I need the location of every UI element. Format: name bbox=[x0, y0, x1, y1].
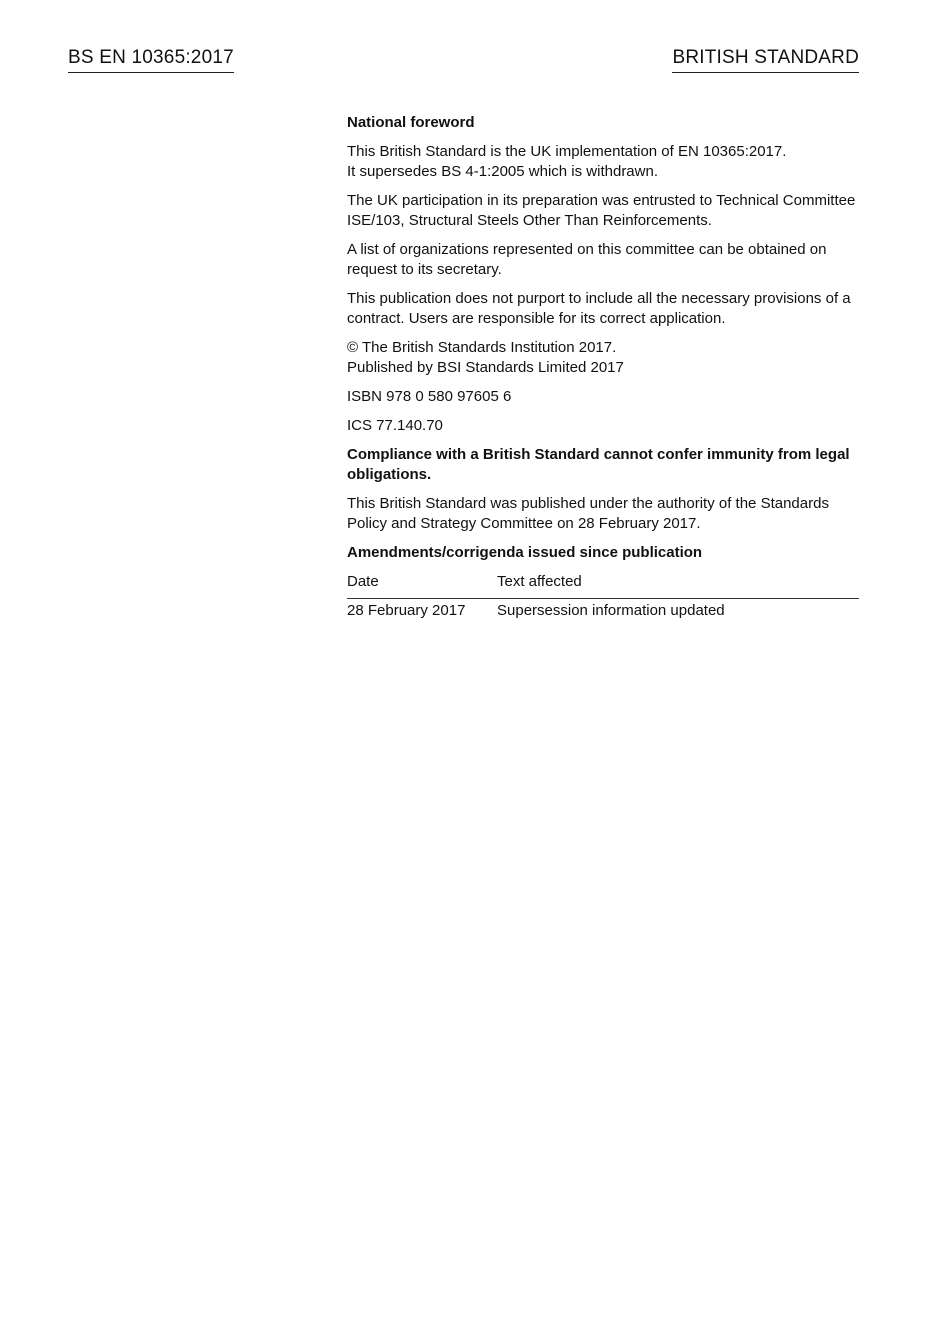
copyright-paragraph bbox=[347, 338, 859, 378]
implementation-line-1: This British Standard is the UK implementation of EN 10365:2017. bbox=[347, 143, 787, 160]
copyright-line-2: Published by BSI Standards Limited 2017 bbox=[347, 359, 624, 376]
amendment-text: Supersession information updated bbox=[497, 602, 725, 619]
participation-paragraph: The UK participation in its preparation was entrusted to Technical Committee ISE/103, Structural Steels Other Than Reinforcements. bbox=[347, 192, 856, 229]
authority-paragraph: This British Standard was published under the authority of the Standards Policy and Strategy Committee on 28 February 2017. bbox=[347, 495, 829, 532]
implementation-paragraph bbox=[347, 142, 859, 182]
table-row bbox=[347, 599, 859, 622]
column-header-date: Date bbox=[347, 572, 497, 599]
national-foreword-section bbox=[347, 113, 859, 621]
column-header-text-affected: Text affected bbox=[497, 572, 859, 599]
amendment-date: 28 February 2017 bbox=[347, 602, 466, 619]
amendments-table bbox=[347, 572, 859, 621]
document-type: BRITISH STANDARD bbox=[672, 46, 859, 73]
isbn: ISBN 978 0 580 97605 6 bbox=[347, 388, 512, 405]
table-header-row bbox=[347, 572, 859, 599]
copyright-line-1: © The British Standards Institution 2017. bbox=[347, 339, 617, 356]
compliance-notice: Compliance with a British Standard cannot confer immunity from legal obligations. bbox=[347, 446, 850, 483]
ics-code: ICS 77.140.70 bbox=[347, 417, 443, 434]
implementation-line-2: It supersedes BS 4-1:2005 which is withdrawn. bbox=[347, 163, 658, 180]
amendments-title: Amendments/corrigenda issued since publication bbox=[347, 544, 703, 561]
document-number: BS EN 10365:2017 bbox=[68, 46, 234, 73]
foreword-title: National foreword bbox=[347, 114, 475, 131]
provisions-paragraph: This publication does not purport to include all the necessary provisions of a contract. Users are responsible for its correct application. bbox=[347, 290, 851, 327]
organizations-paragraph: A list of organizations represented on this committee can be obtained on request to its secretary. bbox=[347, 241, 827, 278]
